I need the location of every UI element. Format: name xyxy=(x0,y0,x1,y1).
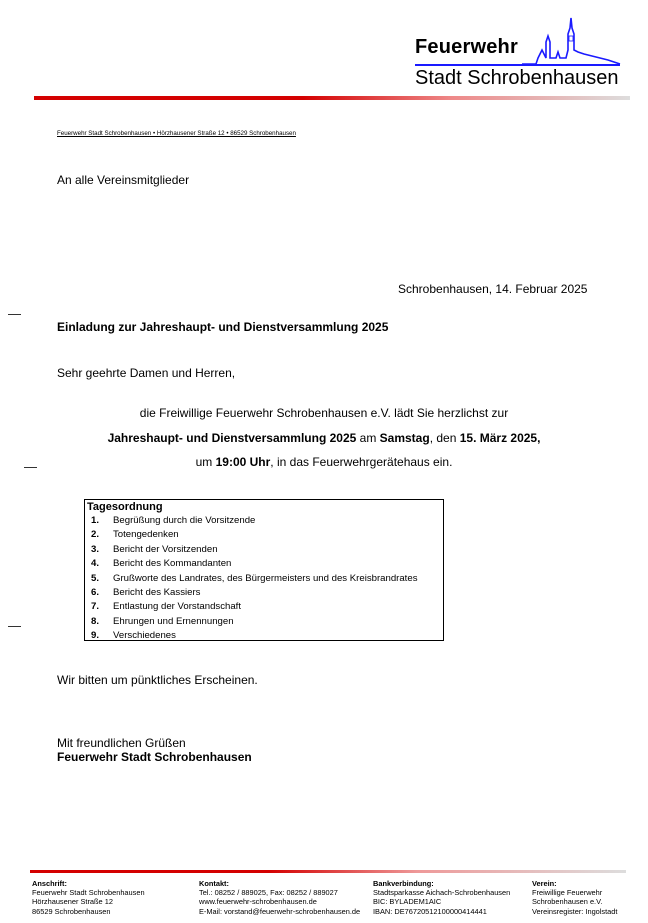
town-skyline-logo-icon xyxy=(522,14,622,66)
agenda-item-text: Ehrungen und Ernennungen xyxy=(113,615,234,627)
agenda-box xyxy=(84,499,444,641)
salutation: Sehr geehrte Damen und Herren, xyxy=(57,366,236,380)
agenda-item-text: Bericht des Kassiers xyxy=(113,586,201,598)
greeting: Mit freundlichen Grüßen xyxy=(57,736,186,750)
agenda-item-text: Grußworte des Landrates, des Bürgermeisters und des Kreisbrandrates xyxy=(113,572,418,584)
footer-divider-bar xyxy=(30,870,626,873)
logo-subtitle: Stadt Schrobenhausen xyxy=(415,67,619,89)
fold-mark xyxy=(8,314,21,315)
agenda-item-text: Begrüßung durch die Vorsitzende xyxy=(113,515,256,526)
event-name: Jahreshaupt- und Dienstversammlung 2025 xyxy=(107,431,357,445)
closing-line: Wir bitten um pünktliches Erscheinen. xyxy=(57,673,258,687)
agenda-item-text: Entlastung der Vorstandschaft xyxy=(113,601,241,613)
footer-text: 86529 Schrobenhausen xyxy=(32,906,111,916)
agenda-item-number: 4. xyxy=(91,558,100,570)
footer-text: IBAN: DE76720512100000414441 xyxy=(373,906,487,916)
event-weekday: Samstag xyxy=(379,431,430,445)
agenda-item-number: 6. xyxy=(91,586,100,598)
body-text: , in das Feuerwehrgerätehaus ein. xyxy=(270,455,453,469)
agenda-item-number: 8. xyxy=(91,615,100,627)
body-line-2 xyxy=(0,431,648,445)
footer-text: Hörzhausener Straße 12 xyxy=(32,897,113,907)
event-time: 19:00 Uhr xyxy=(215,455,271,469)
agenda-item-text: Verschiedenes xyxy=(113,630,176,642)
footer-heading: Verein: xyxy=(532,879,557,888)
footer-address xyxy=(32,879,145,916)
agenda-title: Tagesordnung xyxy=(87,501,163,513)
letter-date: Schrobenhausen, 14. Februar 2025 xyxy=(398,282,588,296)
signature: Feuerwehr Stadt Schrobenhausen xyxy=(57,750,252,764)
footer-contact xyxy=(199,879,360,916)
agenda-item-number: 9. xyxy=(91,630,100,642)
footer-link[interactable]: E-Mail: vorstand@feuerwehr-schrobenhausen.de xyxy=(199,906,361,916)
logo-title: Feuerwehr xyxy=(415,36,518,58)
footer-heading: Kontakt: xyxy=(199,879,229,888)
body-line-3 xyxy=(0,455,648,469)
recipient: An alle Vereinsmitglieder xyxy=(57,173,190,187)
agenda-item-number: 2. xyxy=(91,529,100,541)
body-text: am xyxy=(356,431,380,445)
footer-text: Schrobenhausen e.V. xyxy=(532,897,603,907)
header-divider-bar xyxy=(34,96,630,100)
footer-text: Stadtsparkasse Aichach-Schrobenhausen xyxy=(373,888,511,898)
agenda-item-number: 3. xyxy=(91,543,100,555)
agenda-item-text: Bericht der Vorsitzenden xyxy=(113,543,218,555)
agenda-item-text: Totengedenken xyxy=(113,529,179,541)
footer-link[interactable]: www.feuerwehr-schrobenhausen.de xyxy=(199,897,317,907)
fold-mark xyxy=(8,626,21,627)
body-line-1: die Freiwillige Feuerwehr Schrobenhausen e.V. lädt Sie herzlichst zur xyxy=(139,406,509,420)
footer-text: Freiwillige Feuerwehr xyxy=(532,888,603,898)
agenda-item-number: 5. xyxy=(91,572,100,584)
footer-bank xyxy=(373,879,510,916)
agenda-item-text: Bericht des Kommandanten xyxy=(113,558,232,570)
footer-text: Feuerwehr Stadt Schrobenhausen xyxy=(32,888,145,898)
event-date: 15. März 2025, xyxy=(459,431,541,445)
footer-heading: Anschrift: xyxy=(32,879,67,888)
agenda-item-number: 7. xyxy=(91,601,100,613)
letter-subject: Einladung zur Jahreshaupt- und Dienstversammlung 2025 xyxy=(57,320,389,334)
footer-text: Vereinsregister: Ingolstadt xyxy=(532,906,618,916)
agenda-item-number: 1. xyxy=(91,515,100,526)
footer-text: BIC: BYLADEM1AIC xyxy=(373,897,442,907)
footer-association xyxy=(532,879,617,916)
body-text: um xyxy=(195,455,216,469)
footer-text: Tel.: 08252 / 889025, Fax: 08252 / 889027 xyxy=(199,888,338,898)
body-text: , den xyxy=(429,431,460,445)
footer-heading: Bankverbindung: xyxy=(373,879,434,888)
sender-address-line: Feuerwehr Stadt Schrobenhausen • Hörzhausener Straße 12 • 86529 Schrobenhausen xyxy=(57,130,296,137)
